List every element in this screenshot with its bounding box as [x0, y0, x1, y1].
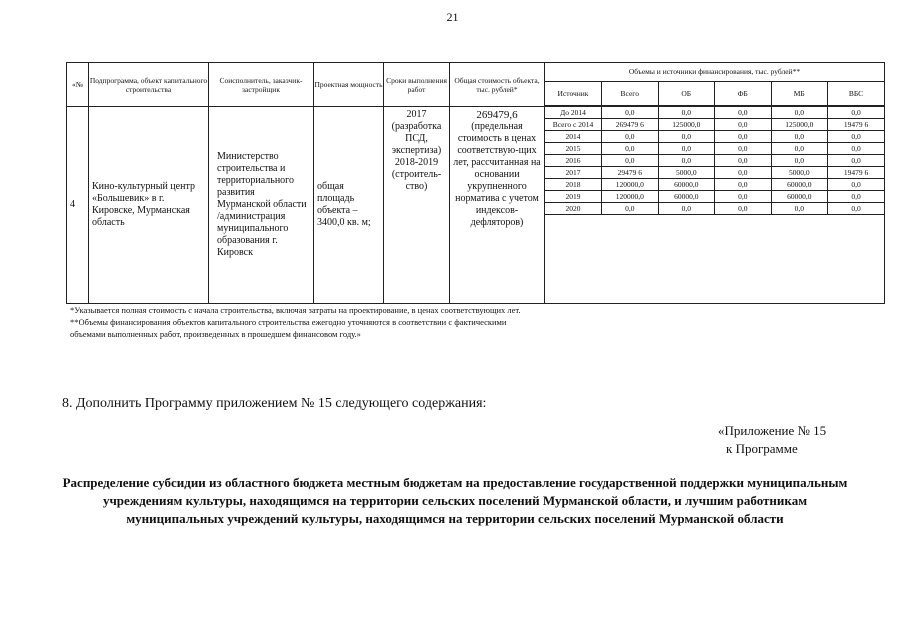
fin-ob: 0,0	[658, 143, 715, 155]
appendix-label	[718, 422, 826, 458]
row-num: 4	[67, 107, 89, 304]
fin-total: 0,0	[602, 203, 659, 215]
fin-fb: 0,0	[715, 179, 772, 191]
fin-col-mb: МБ	[771, 82, 828, 106]
row-subprogram: Кино-культурный центр «Большевик» в г. Кировске, Мурманская область	[89, 107, 209, 304]
fin-source: До 2014	[545, 107, 602, 119]
fin-vbs: 0,0	[828, 131, 885, 143]
fin-vbs: 19479 6	[828, 167, 885, 179]
fin-fb: 0,0	[715, 119, 772, 131]
fin-ob: 60000,0	[658, 191, 715, 203]
fin-vbs: 0,0	[828, 155, 885, 167]
fin-total: 29479 6	[602, 167, 659, 179]
fin-col-vbs: ВБС	[828, 82, 885, 106]
row-deadlines: 2017 (разработка ПСД, экспертиза) 2018-2019 (строитель-ство)	[384, 107, 450, 304]
fin-ob: 5000,0	[658, 167, 715, 179]
item-8: 8. Дополнить Программу приложением № 15 следующего содержания:	[62, 396, 487, 411]
fin-mb: 0,0	[771, 203, 828, 215]
fin-mb: 0,0	[771, 143, 828, 155]
header-coexecutor: Соисполнитель, заказчик-застройщик	[209, 63, 314, 107]
financing-row	[545, 179, 884, 191]
fin-ob: 0,0	[658, 131, 715, 143]
fin-mb: 0,0	[771, 131, 828, 143]
fin-mb: 60000,0	[771, 179, 828, 191]
fin-ob: 0,0	[658, 203, 715, 215]
appendix-line-1: «Приложение № 15	[718, 423, 827, 438]
fin-ob: 60000,0	[658, 179, 715, 191]
fin-col-source: Источник	[545, 82, 602, 106]
fin-fb: 0,0	[715, 155, 772, 167]
document-heading: Распределение субсидии из областного бюджета местным бюджетам на предоставление государственной поддержки муниципальным учреждениям культуры, находящимся на территории сельских поселений Мурманской области, и лучшим работникам муниципальных учреждений культуры, находящимся на территории сельских поселений Мурманской области	[62, 475, 848, 526]
fin-total: 0,0	[602, 107, 659, 119]
fin-vbs: 0,0	[828, 143, 885, 155]
fin-total: 120000,0	[602, 191, 659, 203]
financing-row	[545, 203, 884, 215]
financing-row	[545, 167, 884, 179]
header-subprogram: Подпрограмма, объект капитального строительства	[89, 63, 209, 107]
page-number: 21	[446, 10, 459, 24]
fin-col-fb: ФБ	[715, 82, 772, 106]
fin-header-table	[545, 82, 884, 106]
header-row	[67, 63, 885, 107]
fin-mb: 125000,0	[771, 119, 828, 131]
fin-mb: 5000,0	[771, 167, 828, 179]
fin-col-total: Всего	[602, 82, 659, 106]
fin-vbs: 0,0	[828, 203, 885, 215]
table-row	[67, 107, 885, 304]
appendix-line-2: к Программе	[726, 441, 798, 456]
fin-mb: 0,0	[771, 107, 828, 119]
fin-mb: 60000,0	[771, 191, 828, 203]
financing-cell	[545, 107, 885, 304]
financing-row	[545, 143, 884, 155]
fin-total: 0,0	[602, 131, 659, 143]
note-2-line-1: **Объемы финансирования объектов капитального строительства ежегодно уточняются в соответствии с фактическими	[70, 317, 507, 327]
fin-mb: 0,0	[771, 155, 828, 167]
header-deadlines: Сроки выполнения работ	[384, 63, 450, 107]
fin-source: 2018	[545, 179, 602, 191]
fin-vbs: 0,0	[828, 179, 885, 191]
fin-source: 2019	[545, 191, 602, 203]
fin-col-ob: ОБ	[658, 82, 715, 106]
fin-source: Всего с 2014	[545, 119, 602, 131]
financing-row	[545, 155, 884, 167]
row-coexecutor: Министерство строительства и территориального развития Мурманской области /администрация муниципального образования г. Кировск	[209, 107, 314, 304]
financing-row	[545, 107, 884, 119]
financing-row	[545, 119, 884, 131]
row-total-cost	[450, 107, 545, 304]
fin-fb: 0,0	[715, 191, 772, 203]
fin-total: 0,0	[602, 143, 659, 155]
fin-fb: 0,0	[715, 143, 772, 155]
fin-source: 2015	[545, 143, 602, 155]
financing-row	[545, 131, 884, 143]
total-cost-note: (предельная стоимость в ценах соответствую-щих лет, рассчитанная на основании укрупненного норматива с учетом индексов-дефляторов)	[453, 121, 541, 228]
header-capacity: Проектная мощность	[314, 63, 384, 107]
fin-total: 0,0	[602, 155, 659, 167]
fin-vbs: 0,0	[828, 191, 885, 203]
financing-table	[545, 107, 884, 215]
fin-source: 2016	[545, 155, 602, 167]
capital-construction-table	[66, 62, 885, 304]
header-num: «№	[67, 63, 89, 107]
fin-total: 269479 6	[602, 119, 659, 131]
fin-ob: 0,0	[658, 155, 715, 167]
fin-ob: 0,0	[658, 107, 715, 119]
fin-vbs: 19479 6	[828, 119, 885, 131]
fin-total: 120000,0	[602, 179, 659, 191]
fin-fb: 0,0	[715, 167, 772, 179]
fin-source: 2020	[545, 203, 602, 215]
header-total-cost: Общая стоимость объекта, тыс. рублей*	[450, 63, 545, 107]
fin-fb: 0,0	[715, 203, 772, 215]
row-capacity: общая площадь объекта – 3400,0 кв. м;	[314, 107, 384, 304]
fin-vbs: 0,0	[828, 107, 885, 119]
note-2-line-2: объемами выполненных работ, произведенных в прошедшем финансовом году.»	[70, 329, 361, 339]
fin-fb: 0,0	[715, 107, 772, 119]
fin-source: 2014	[545, 131, 602, 143]
fin-source: 2017	[545, 167, 602, 179]
fin-ob: 125000,0	[658, 119, 715, 131]
financing-row	[545, 191, 884, 203]
note-1: *Указывается полная стоимость с начала строительства, включая затраты на проектирование, в ценах соответствующих лет.	[70, 305, 521, 315]
header-financing	[545, 63, 885, 107]
header-financing-title: Объемы и источники финансирования, тыс. рублей**	[545, 63, 884, 82]
total-cost-value: 269479,6	[476, 109, 518, 121]
fin-fb: 0,0	[715, 131, 772, 143]
